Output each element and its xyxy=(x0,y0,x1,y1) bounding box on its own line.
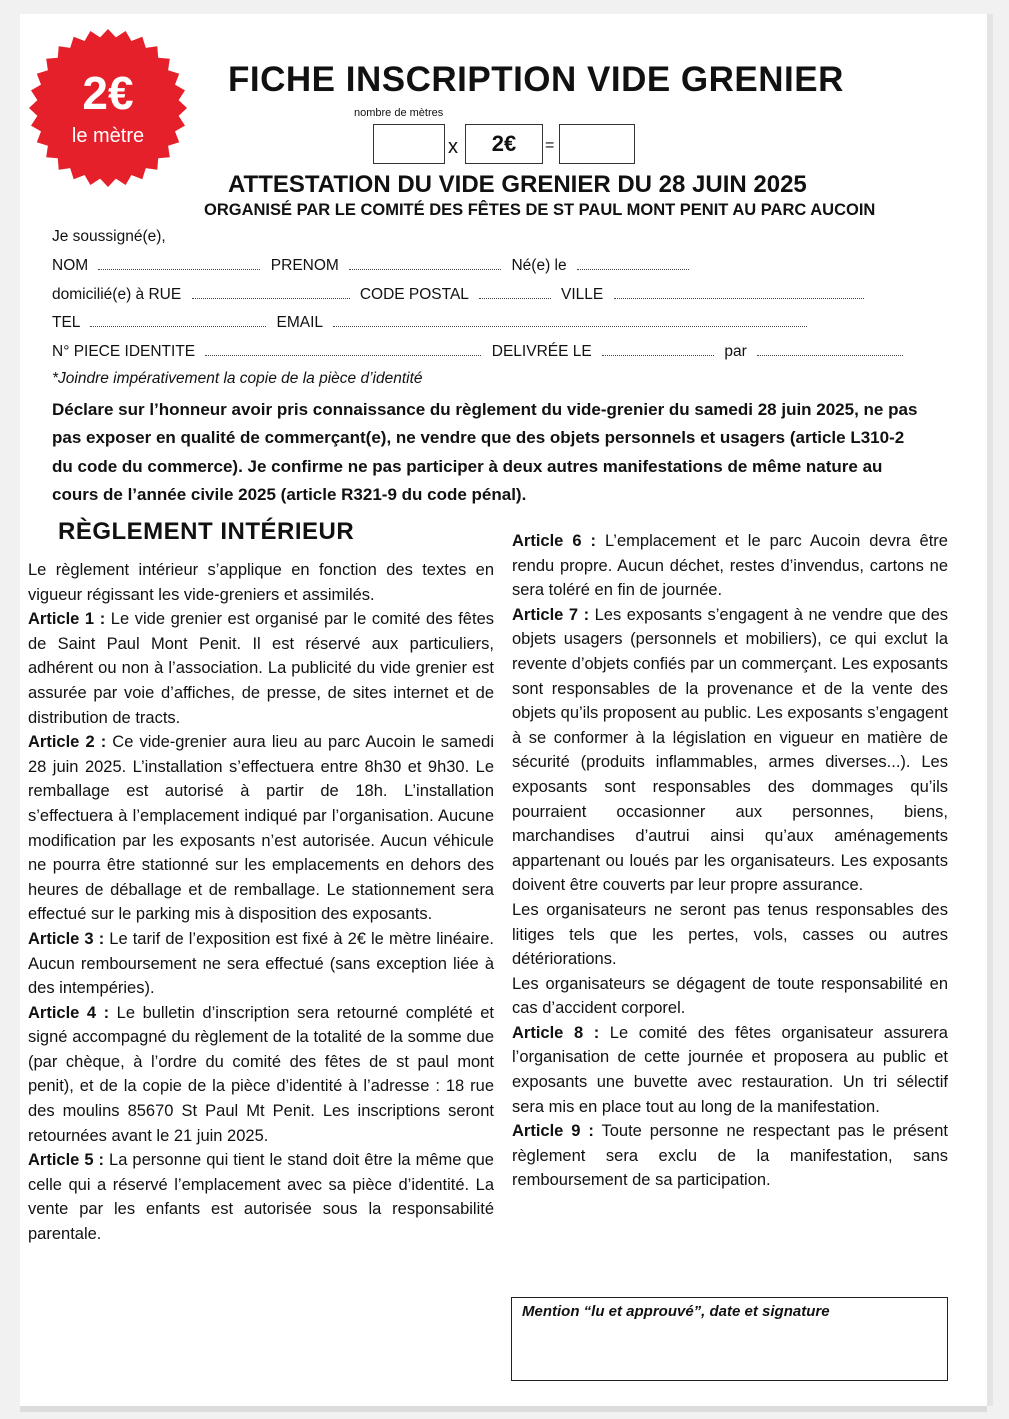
meters-label: nombre de mètres xyxy=(354,107,444,119)
badge-unit: le mètre xyxy=(71,125,145,147)
article-4 xyxy=(28,1001,494,1149)
article-6 xyxy=(512,529,948,603)
tel-field[interactable] xyxy=(90,313,266,327)
price-badge xyxy=(28,28,188,188)
postal-code-field[interactable] xyxy=(479,285,551,299)
nom-field[interactable] xyxy=(98,256,260,270)
prenom-field[interactable] xyxy=(349,256,501,270)
email-field[interactable] xyxy=(333,313,807,327)
article-3 xyxy=(28,927,494,1001)
id-number-label: N° PIECE IDENTITE xyxy=(52,343,196,360)
issued-by-field[interactable] xyxy=(757,342,903,356)
street-field[interactable] xyxy=(192,285,350,299)
accident-paragraph: Les organisateurs se dégagent de toute responsabilité en cas d’accident corporel. xyxy=(512,974,948,1018)
city-field[interactable] xyxy=(614,285,864,299)
id-copy-note: *Joindre impérativement la copie de la pièce d’identité xyxy=(52,370,423,387)
article-text: Le bulletin d’inscription sera retourné complété et signé accompagné du règlement de la totalité de la somme due (par chèque, à l’ordre du comité des fêtes de st paul mont penit), et de la copie de la pièce d’identité à l’adresse : 18 rue des moulins 85670 St Paul Mt Penit. Les inscriptions seront retournées avant le 21 juin 2025. xyxy=(28,1003,494,1145)
article-text: Le tarif de l’exposition est fixé à 2€ le mètre linéaire. Aucun remboursement ne sera effectué (sans exception liée à des intempéries). xyxy=(28,929,494,998)
attestation-title: ATTESTATION DU VIDE GRENIER DU 28 JUIN 2025 xyxy=(228,171,807,198)
article-label: Article 1 : xyxy=(28,610,106,629)
regulations-intro: Le règlement intérieur s’applique en fonction des textes en vigueur régissant les vide-greniers et assimilés. xyxy=(28,561,494,604)
article-7 xyxy=(512,603,948,898)
form-intro: Je soussigné(e), xyxy=(52,228,166,245)
page-shadow-right xyxy=(987,14,993,1406)
page-shadow-bottom xyxy=(20,1406,987,1412)
article-label: Article 8 : xyxy=(512,1023,600,1042)
birth-field[interactable] xyxy=(577,256,689,270)
regulations-column-left xyxy=(28,558,494,1247)
form-row-contact xyxy=(52,313,807,332)
liability-paragraph: Les organisateurs ne seront pas tenus responsables des litiges tels que les pertes, vols, casses ou autres détériorations. xyxy=(512,900,948,969)
meters-input-box[interactable] xyxy=(373,124,445,164)
article-2 xyxy=(28,730,494,927)
signature-label: Mention “lu et approuvé”, date et signature xyxy=(522,1303,830,1320)
article-9 xyxy=(512,1119,948,1193)
article-label: Article 4 : xyxy=(28,1003,110,1022)
badge-price: 2€ xyxy=(82,67,134,119)
birth-label: Né(e) le xyxy=(511,257,567,274)
article-text: Les exposants s’engagent à ne vendre que des objets usagers (personnels et mobiliers), ce qui exclut la revente d’objets confiés par un commerçant. Les exposants sont responsables de la provenance et de la vente des objets qu’ils proposent au public. Les exposants s’engagent à se conformer à la législation en vigueur en matière de sécurité (produits inflammables, armes diverses...). Les exposants sont responsables des dommages qu’ils pourraient occasionner aux personnes, biens, marchandises d’autrui ainsi qu’aux aménagements appartenant ou loués par les organisateurs. Les exposants doivent être couverts par leur propre assurance. xyxy=(512,605,948,895)
postal-code-label: CODE POSTAL xyxy=(359,286,469,303)
article-label: Article 7 : xyxy=(512,605,590,624)
price-per-meter-box: 2€ xyxy=(465,124,543,164)
tel-label: TEL xyxy=(52,314,80,331)
article-text: Le vide grenier est organisé par le comité des fêtes de Saint Paul Mont Penit. Il est réservé aux particuliers, adhérent ou non à l’association. La publicité du vide grenier est assurée par voie d’affiches, de presse, de sites internet et de distribution de tracts. xyxy=(28,610,494,727)
organizer-title: ORGANISÉ PAR LE COMITÉ DES FÊTES DE ST PAUL MONT PENIT AU PARC AUCOIN xyxy=(204,201,876,219)
article-text: Ce vide-grenier aura lieu au parc Aucoin le samedi 28 juin 2025. L’installation s’effectuera entre 8h30 et 9h30. Le remballage est autorisé à partir de 18h. L’installation s’effectuera à l’emplacement indiqué par l’organisation. Aucune modification par les exposants n’est autorisée. Aucun véhicule ne pourra être stationné sur les emplacements en dehors des heures de déballage et de remballage. Le stationnement sera effectué sur le parking mis à disposition des exposants. xyxy=(28,733,494,924)
declaration-text: Déclare sur l’honneur avoir pris connaissance du règlement du vide-grenier du samedi 28 juin 2025, ne pas pas exposer en qualité de commerçant(e), ne vendre que des objets personnels et usagers (article L310-2 du code du commerce). Je confirme ne pas participer à deux autres manifestations de même nature au cours de l’année civile 2025 (article R321-9 du code pénal). xyxy=(52,400,918,504)
issued-on-field[interactable] xyxy=(602,342,714,356)
article-label: Article 2 : xyxy=(28,733,107,752)
nom-label: NOM xyxy=(52,257,89,274)
issued-on-label: DELIVRÉE LE xyxy=(491,343,592,360)
regulations-column-right xyxy=(512,529,948,1193)
email-label: EMAIL xyxy=(276,314,323,331)
city-label: VILLE xyxy=(560,286,604,303)
signature-box[interactable] xyxy=(511,1297,948,1381)
article-label: Article 9 : xyxy=(512,1122,594,1141)
article-1 xyxy=(28,607,494,730)
article-text: L’emplacement et le parc Aucoin devra être rendu propre. Aucun déchet, restes d’invendus, cartons ne sera toléré en fin de journée. xyxy=(512,532,948,600)
article-text: Toute personne ne respectant pas le présent règlement sera exclu de la manifestation, sans remboursement de sa participation. xyxy=(512,1122,948,1190)
article-label: Article 3 : xyxy=(28,929,105,948)
article-8 xyxy=(512,1021,948,1119)
article-5 xyxy=(28,1148,494,1246)
article-text: Le comité des fêtes organisateur assurera l’organisation de cette journée et proposera au public et exposants une buvette avec restauration. Un tri sélectif sera mis en place tout au long de la manifestation. xyxy=(512,1023,948,1116)
times-symbol: x xyxy=(448,136,458,158)
article-label: Article 6 : xyxy=(512,532,597,550)
issued-by-label: par xyxy=(724,343,747,360)
form-row-id-document xyxy=(52,342,903,361)
article-text: La personne qui tient le stand doit être la même que celle qui a réservé l’emplacement avec sa pièce d’identité. La vente par les enfants est autorisée sous la responsabilité parentale. xyxy=(28,1151,494,1244)
total-input-box[interactable] xyxy=(559,124,635,164)
form-row-identity xyxy=(52,256,689,275)
equals-symbol: = xyxy=(545,137,555,154)
street-label: domicilié(e) à RUE xyxy=(52,286,182,303)
form-row-address xyxy=(52,285,864,304)
id-number-field[interactable] xyxy=(205,342,481,356)
article-label: Article 5 : xyxy=(28,1151,105,1170)
regulations-title: RÈGLEMENT INTÉRIEUR xyxy=(58,518,355,545)
page-title: FICHE INSCRIPTION VIDE GRENIER xyxy=(228,60,844,99)
prenom-label: PRENOM xyxy=(270,257,339,274)
